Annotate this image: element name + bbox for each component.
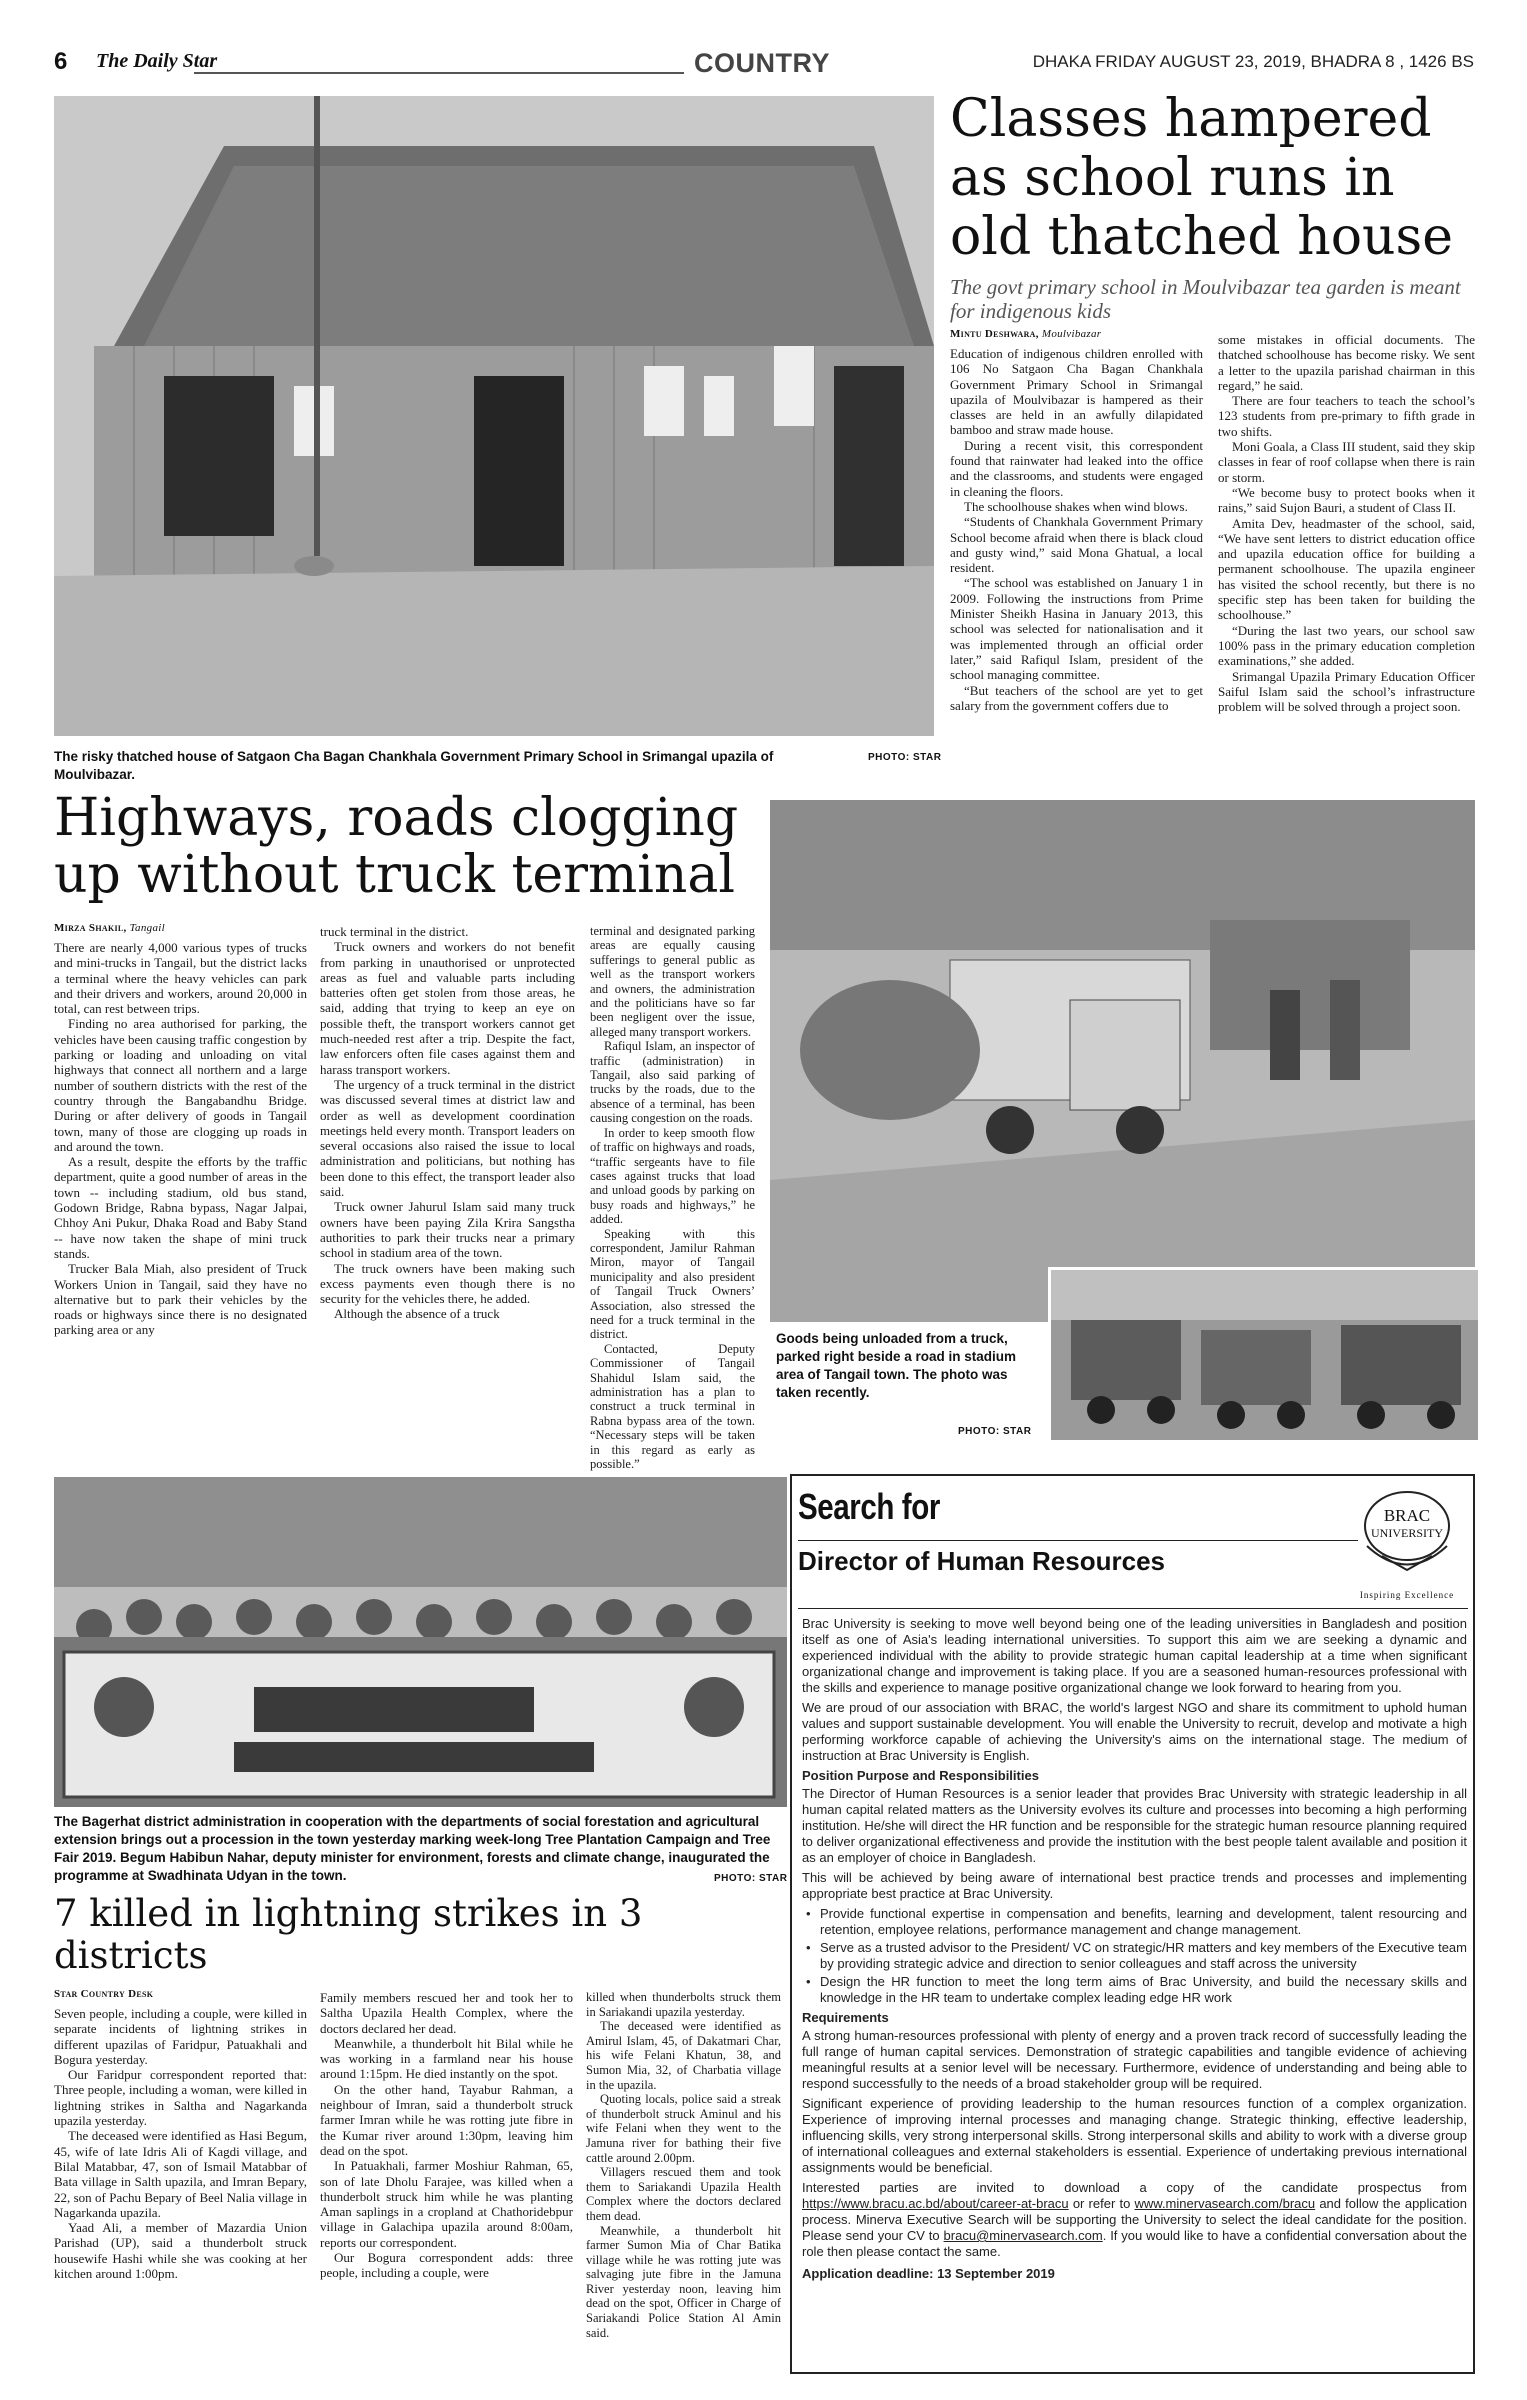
masthead-logo: The Daily Star [96, 50, 218, 72]
paragraph: Our Bogura correspondent adds: three people, including a couple, were [320, 2250, 573, 2281]
truck-headline: Highways, roads clogging up without truck terminal [54, 788, 739, 905]
brac-logo [1352, 1488, 1462, 1608]
logo-tagline: Inspiring Excellence [1359, 1590, 1455, 1600]
apply-text: Interested parties are invited to download a copy of the candidate prospectus from [802, 2180, 1467, 2195]
paragraph: Srimangal Upazila Primary Education Officer Saiful Islam said the school’s infrastructure problem will be solved through a project soon. [1218, 668, 1475, 715]
school-photo [54, 96, 934, 736]
list-item: • Design the HR function to meet the long term aims of Brac University, and build the necessary skills and knowledge in the HR team to undertake complex leading edge HR work [802, 1974, 1467, 2006]
paragraph: There are nearly 4,000 various types of trucks and mini-trucks in Tangail, but the district lacks a terminal where the heavy vehicles can park and their drivers and workers, around 20,000 in total, can rest between trips. [54, 940, 307, 1017]
paragraph: On the other hand, Tayabur Rahman, a neighbour of Imran, said a thunderbolt struck farmer Imran while he was rotting jute fibre in the Kumar river around 1:30pm, leaving him dead on the spot. [320, 2081, 573, 2158]
paragraph: During a recent visit, this correspondent found that rainwater had leaked into the office and the classrooms, and students were engaged in cleaning the floors. [950, 437, 1203, 499]
school-col-1 [950, 346, 1203, 766]
paragraph: Education of indigenous children enrolled with 106 No Satgaon Cha Bagan Chankhala Government Primary School in Srimangal upazila of Moulvibazar is hampered as their classes are held in an awfully dilapidated bamboo and straw made house. [950, 346, 1203, 438]
header-rule [194, 72, 684, 74]
dateline: DHAKA FRIDAY AUGUST 23, 2019, BHADRA 8 , 1426 BS [1032, 52, 1474, 71]
ad-header-rule [798, 1608, 1468, 1609]
list-item: • Provide functional expertise in compensation and benefits, learning and development, talent resourcing and retention, employee relations, performance management and change management. [802, 1906, 1467, 1938]
minerva-link[interactable]: www.minervasearch.com/bracu [1134, 2196, 1316, 2211]
ad-req-1: A strong human-resources professional with plenty of energy and a proven track record of successfully leading the full range of human capital services. Demonstration of strategic capabilities and tangible evidence of achieving meaningful results at a senior level will be necessary. Furthermore, evidence of understanding and being able to respond successfully to the needs of a broad stakeholder group will be required. [802, 2028, 1467, 2091]
paragraph: “The school was established on January 1 in 2009. Following the instructions from Prime Minister Sheikh Hasina in January 2013, this school was selected for nationalisation and it was implemented through an official order later,” said Rafiqul Islam, president of the school managing committee. [950, 575, 1203, 683]
paragraph: Although the absence of a truck [334, 1306, 500, 1322]
apply-text: and follow the application process. Minerva Executive Search will be supporting the University to select the ideal candidate for the position. Please send your CV to [802, 2196, 1467, 2243]
ad-responsibilities [802, 1906, 1467, 2006]
paragraph: The schoolhouse shakes when wind blows. [964, 498, 1188, 514]
ad-req-2: Significant experience of providing leadership to the human resources function of a complex organization. Experience of improving internal processes and managing change. Strategic thinking, effective leadership, influencing skills, very strong interpersonal skills. Strong interpersonal skills and ability to work with a diverse group of international colleagues and external stakeholders is essential. Experience of undertaking previous international assignments would be beneficial. [802, 2096, 1467, 2175]
paragraph: Rafiqul Islam, an inspector of traffic (administration) in Tangail, also said parking of trucks by the roads, due to the absence of a terminal, has been causing congestion on the roads. [590, 1039, 755, 1126]
school-col-2 [1218, 332, 1475, 768]
paragraph: killed when thunderbolts struck them in Sariakandi upazila yesterday. [586, 1990, 781, 2019]
logo-line1: BRAC [1383, 1506, 1431, 1525]
paragraph: In Patuakhali, farmer Moshiur Rahman, 65, son of late Dholu Farajee, was killed when a thunderbolt struck him while he was planting Aman saplings in a cropland at Chathoridebpur village in Galachipa upazila around 8:00am, reports our correspondent. [320, 2158, 573, 2250]
paragraph: Our Faridpur correspondent reported that: Three people, including a woman, were killed in lightning strikes in Saltha and Nagarkanda upazila yesterday. [54, 2067, 307, 2129]
lightning-col-3-visible [586, 1990, 781, 2346]
school-deck: The govt primary school in Moulvibazar tea garden is meant for indigenous kids [950, 275, 1461, 323]
paragraph: Seven people, including a couple, were killed in separate incidents of lightning strikes in different upazilas of Faridpur, Patuakhali and Bogura yesterday. [54, 2006, 307, 2067]
truck-col-2 [320, 924, 575, 1400]
ad-subtitle: Director of Human Resources [798, 1546, 1165, 1576]
paragraph: The truck owners have been making such excess payments even though there is no security for the vehicles there, he added. [320, 1260, 575, 1307]
ad-intro-1: Brac University is seeking to move well beyond being one of the leading universities in Bangladesh and position itself as one of Asia's leading international universities. To support this aim we are seeking a dynamic and experienced individual with the ability to provide strategic human capital leadership at a time when significant organizational change and improvement is taking place. If you are a seasoned human-resources professional with the skills and experience to manage positive organizational change we look forward to hearing from you. [802, 1616, 1467, 1695]
paragraph: The deceased were identified as Hasi Begum, 45, wife of late Idris Ali of Kagdi village, and Bilal Matabbar, 47, son of Ismail Matabbar of Bata village in Salth upazila, and Imran Bepary, 22, son of Pachu Bepary of Beel Nalia village in Nagarkanda upazila. [54, 2128, 307, 2220]
truck-byline [54, 922, 304, 934]
email-link[interactable]: bracu@minervasearch.com [943, 2228, 1103, 2243]
ad-deadline: Application deadline: 13 September 2019 [802, 2266, 1055, 2281]
section-name: COUNTRY [694, 48, 830, 78]
paragraph: “We become busy to protect books when it rains,” said Sujon Bauri, a student of Class II. [1218, 484, 1475, 516]
lightning-col-2 [320, 1990, 573, 2346]
paragraph: “Students of Chankhala Government Primary School become afraid when there is black cloud and gusty wind,” said Mona Ghatual, a local resident. [950, 514, 1203, 576]
logo-line2: UNIVERSITY [1371, 1526, 1443, 1540]
paragraph: Meanwhile, a thunderbolt hit Bilal while he was working in a farmland near his house around 1:15pm. He died instantly on the spot. [320, 2035, 573, 2082]
truck-inset-photo [1048, 1267, 1475, 1437]
byline-place: Moulvibazar [1041, 328, 1102, 340]
byline-place: Tangail [129, 922, 165, 934]
paragraph: The deceased were identified as Amirul Islam, 45, of Dakatmari Char, his wife Felani Khatun, 38, and Sumon Mia, 32, of Charbatia village in the upazila. [586, 2019, 781, 2092]
truck-col-3 [590, 924, 756, 1472]
paragraph: terminal and designated parking areas are equally causing sufferings to general public as well as the transport workers and owners, the administration and the politicians have so far been negligent over the issue, alleged many transport workers. [590, 924, 755, 1039]
paragraph: Truck owners and workers do not benefit from parking in unauthorised or unprotected areas as fuel and valuable parts including batteries often get stolen from those areas, he said, adding that trying to keep an eye on possible theft, the transport workers cannot get much-needed rest after a trip. Despite the fact, law enforcers often file cases against them and harass transport workers. [320, 939, 575, 1077]
thatched-house-illustration [54, 96, 934, 736]
paragraph: Villagers rescued them and took them to Sariakandi Upazila Health Complex where the doctors declared them dead. [586, 2165, 781, 2223]
paragraph: Contacted, Deputy Commissioner of Tangail Shahidul Islam said, the administration has a plan to construct a truck terminal in Rabna bypass area of the town. “Necessary steps will be taken in this regard as early as possible.” [590, 1341, 755, 1472]
apply-text: or refer to [1072, 2196, 1131, 2211]
paragraph: “But teachers of the school are yet to get salary from the government coffers due to [950, 682, 1203, 713]
paragraph: The urgency of a truck terminal in the district was discussed several times at district law and order as well as development coordination meetings held every month. Transport leaders on several occasions also raised the issue to local administration and politicians, but nothing has been done to this effect, the transport leader also said. [320, 1076, 575, 1200]
procession-photo-caption: The Bagerhat district administration in cooperation with the departments of social forestation and agricultural extension brings out a procession in the town yesterday marking week-long Tree Plantation Campaign and Tree Fair 2019. Begum Habibun Nahar, deputy minister for environment, forests and climate change, inaugurated the programme at Swadhinata Udyan in the town. [54, 1814, 771, 1883]
truck-photo-credit: PHOTO: STAR [958, 1426, 1032, 1437]
ad-title-rule [798, 1540, 1358, 1541]
paragraph: truck terminal in the district. [320, 924, 469, 939]
brac-job-ad [790, 1474, 1475, 2374]
paragraph: In order to keep smooth flow of traffic on highways and roads, “traffic sergeants have to file cases against trucks that load and unload goods by parking on busy roads and highways,” he added. [590, 1125, 756, 1227]
prospectus-link[interactable]: https://www.bracu.ac.bd/about/career-at-bracu [802, 2196, 1069, 2211]
truck-photo [770, 800, 1475, 1322]
school-photo-credit: PHOTO: STAR [868, 752, 942, 763]
paragraph: As a result, despite the efforts by the traffic department, quite a good number of areas in the town -- including stadium, old bus stand, Godown Bridge, Rabna bypass, Nagar Jalpai, Chhoy Ani Pukur, Dhaka Road and Baby Stand -- have now taken the shape of mini truck stands. [54, 1154, 307, 1261]
ad-body [802, 1616, 1467, 2284]
ad-req-heading: Requirements [802, 2010, 889, 2025]
procession-photo-credit: PHOTO: STAR [714, 1873, 788, 1884]
paragraph: Speaking with this correspondent, Jamilur Rahman Miron, mayor of Tangail municipality and also president of Tangail Truck Owners’ Association, also stressed the need for a truck terminal in the district. [590, 1226, 755, 1342]
paragraph: Amita Dev, headmaster of the school, said, “We have sent letters to district education office and upazila education office for building a permanent schoolhouse. The upazila engineer has visited the school recently, but there is no specific step has been taken for building the schoolhouse.” [1218, 515, 1475, 623]
paragraph: Meanwhile, a thunderbolt hit farmer Sumon Mia of Char Batika village while he was rotting jute was salvaging jute fibre in the Jamuna River yesterday noon, leaving him dead on the spot, Officer in Charge of Sariakandi Police Station Al Amin said. [586, 2223, 781, 2340]
paragraph: There are four teachers to teach the school’s 123 students from pre-primary to fifth grade in two shifts. [1218, 393, 1475, 439]
procession-photo [54, 1477, 787, 1807]
paragraph: Truck owner Jahurul Islam said many truck owners have been paying Zila Krira Sangstha authorities to park their trucks near a primary school in stadium area of the town. [320, 1199, 575, 1261]
procession-illustration [54, 1477, 787, 1807]
lightning-headline: 7 killed in lightning strikes in 3 districts [54, 1892, 643, 1977]
byline-name: Mirza Shakil, [54, 922, 127, 934]
apply-text: . If you would like to have a confidential conversation about the role then please contact the same. [802, 2228, 1467, 2259]
page-header [54, 48, 1474, 78]
paragraph: Trucker Bala Miah, also president of Truck Workers Union in Tangail, said they have no alternative but to park their vehicles by the roads or highways since there is no designated parking area or any [54, 1261, 307, 1338]
lightning-byline: Star Country Desk [54, 1988, 154, 2000]
paragraph: “During the last two years, our school saw 100% pass in the primary education completion examinations,” she added. [1218, 622, 1475, 669]
page-number: 6 [54, 48, 68, 75]
school-headline: Classes hampered as school runs in old thatched house [950, 89, 1453, 267]
ad-purpose-2: This will be achieved by being aware of international best practice trends and processes and implementing appropriate best practice at Brac University. [802, 1870, 1467, 1901]
ad-intro-2: We are proud of our association with BRAC, the world's largest NGO and share its commitment to uphold human values and support sustainable development. You will enable the University to recruit, develop and motivate a high performing workforce capable of achieving the University's aims on the international stage. The medium of instruction at Brac University is English. [802, 1700, 1467, 1763]
paragraph: Yaad Ali, a member of Mazardia Union Parishad (UP), said a thunderbolt struck housewife Hashi while she was cooking at her kitchen around 1:00pm. [54, 2220, 307, 2282]
list-item: • Serve as a trusted advisor to the President/ VC on strategic/HR matters and key members of the Executive team by providing strategic advice and direction to senior colleagues and staff across the university [802, 1940, 1467, 1972]
byline-name: Mintu Deshwara, [950, 328, 1039, 340]
ad-purpose-1: The Director of Human Resources is a senior leader that provides Brac University with strategic leadership in all human capital related matters as the University evolves its culture and processes into becoming a high performing institution. He/she will direct the HR function and be responsible for the strategic human resource planning required to deliver organizational effectiveness and provide the institution with the best people talent available and position it as an employer of choice in Bangladesh. [802, 1786, 1467, 1865]
truck-col-1 [54, 940, 307, 1400]
paragraph: Family members rescued her and took her to Saltha Upazila Health Complex, where the doctors declared her dead. [320, 1990, 573, 2036]
ad-apply [802, 2180, 1467, 2260]
truck-photo-caption: Goods being unloaded from a truck, parked right beside a road in stadium area of Tangail town. The photo was taken recently. [776, 1331, 1017, 1400]
paragraph: Quoting locals, police said a streak of thunderbolt struck Aminul and his wife Felani when they went to the Jamuna river for bathing their five cattle around 2.00pm. [586, 2092, 781, 2165]
paragraph: Finding no area authorised for parking, the vehicles have been causing traffic congestion by parking or loading and unloading on vital highways that connect all northern and a large number of southern districts with the rest of the country through the Bangabandhu Bridge. During or after delivery of goods in Tangail town, many of those are clogging up roads in and around the town. [54, 1016, 307, 1154]
paragraph: some mistakes in official documents. The thatched schoolhouse has become risky. We sent a letter to the upazila parishad chairman in this regard,” he said. [1218, 332, 1475, 393]
truck-road-illustration [770, 800, 1475, 1322]
school-photo-caption: The risky thatched house of Satgaon Cha Bagan Chankhala Government Primary School in Srimangal upazila of Moulvibazar. [54, 749, 774, 782]
ad-title: Search for [798, 1486, 940, 1527]
ad-purpose-heading: Position Purpose and Responsibilities [802, 1768, 1039, 1783]
lightning-col-1 [54, 2006, 307, 2346]
school-byline [950, 328, 1200, 340]
paragraph: Moni Goala, a Class III student, said they skip classes in fear of roof collapse when there is rain or storm. [1218, 439, 1475, 485]
parked-trucks-illustration [1051, 1270, 1478, 1440]
